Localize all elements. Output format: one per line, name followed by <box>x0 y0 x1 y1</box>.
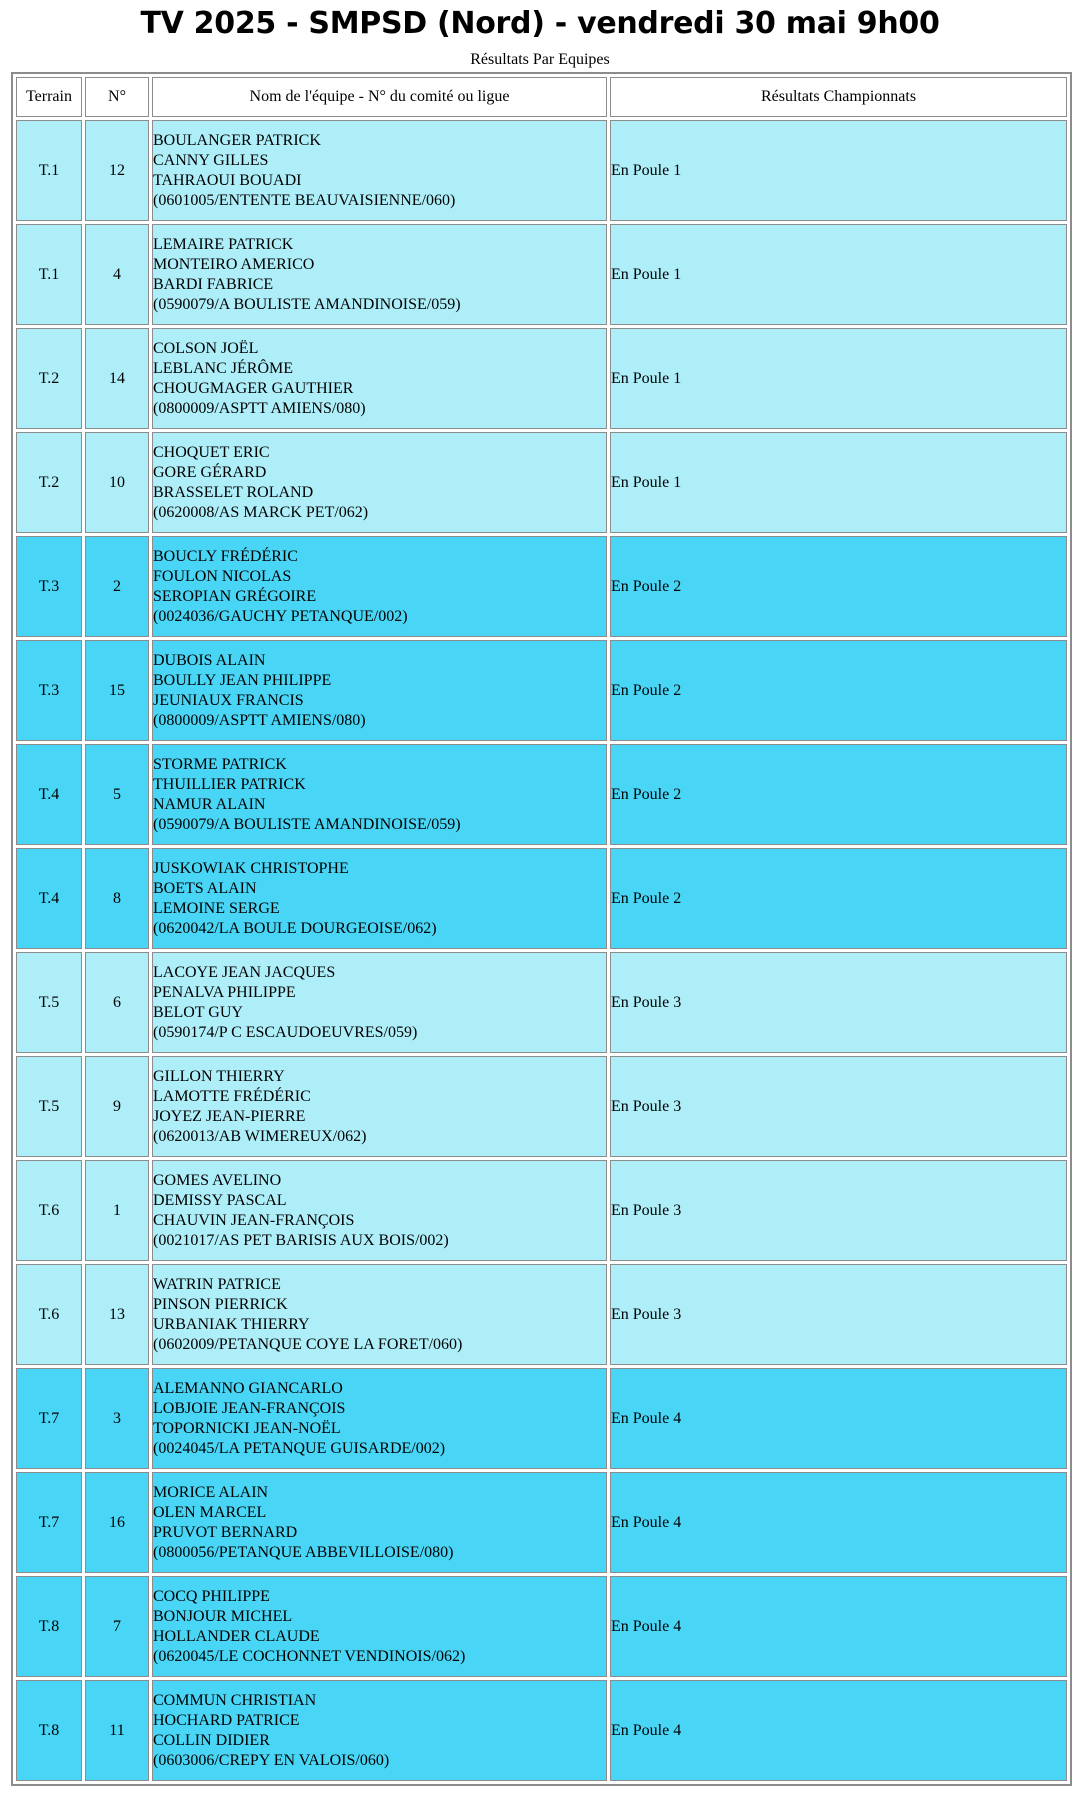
table-row <box>16 120 1067 221</box>
terrain-cell: T.2 <box>16 328 82 429</box>
player-name: LEMOINE SERGE <box>153 899 280 917</box>
team-cell <box>152 1576 607 1677</box>
player-name: CHAUVIN JEAN-FRANÇOIS <box>153 1211 355 1229</box>
team-number-cell: 14 <box>85 328 149 429</box>
player-name: HOCHARD PATRICE <box>153 1711 300 1729</box>
club-info: (0620045/LE COCHONNET VENDINOIS/062) <box>153 1647 466 1665</box>
terrain-cell: T.4 <box>16 744 82 845</box>
team-number-cell: 12 <box>85 120 149 221</box>
result-cell: En Poule 4 <box>610 1472 1067 1573</box>
result-cell: En Poule 3 <box>610 1160 1067 1261</box>
player-name: STORME PATRICK <box>153 755 287 773</box>
results-table <box>11 72 1072 1786</box>
player-name: BRASSELET ROLAND <box>153 483 314 501</box>
player-name: TOPORNICKI JEAN-NOËL <box>153 1419 341 1437</box>
team-cell <box>152 1056 607 1157</box>
result-cell: En Poule 2 <box>610 848 1067 949</box>
player-name: LACOYE JEAN JACQUES <box>153 963 336 981</box>
player-name: DUBOIS ALAIN <box>153 651 266 669</box>
team-cell <box>152 1680 607 1781</box>
result-cell: En Poule 1 <box>610 224 1067 325</box>
player-name: ALEMANNO GIANCARLO <box>153 1379 343 1397</box>
team-cell <box>152 1160 607 1261</box>
terrain-cell: T.1 <box>16 120 82 221</box>
player-name: CHOUGMAGER GAUTHIER <box>153 379 354 397</box>
table-row <box>16 1472 1067 1573</box>
team-number-cell: 13 <box>85 1264 149 1365</box>
team-number-cell: 16 <box>85 1472 149 1573</box>
club-info: (0800009/ASPTT AMIENS/080) <box>153 399 366 417</box>
team-number-cell: 9 <box>85 1056 149 1157</box>
player-name: SEROPIAN GRÉGOIRE <box>153 587 317 605</box>
terrain-cell: T.5 <box>16 1056 82 1157</box>
result-cell: En Poule 4 <box>610 1680 1067 1781</box>
player-name: URBANIAK THIERRY <box>153 1315 310 1333</box>
team-cell <box>152 120 607 221</box>
player-name: PRUVOT BERNARD <box>153 1523 298 1541</box>
team-cell <box>152 328 607 429</box>
table-row <box>16 1680 1067 1781</box>
club-info: (0620008/AS MARCK PET/062) <box>153 503 369 521</box>
player-name: BOULANGER PATRICK <box>153 131 321 149</box>
terrain-cell: T.7 <box>16 1368 82 1469</box>
player-name: FOULON NICOLAS <box>153 567 292 585</box>
terrain-cell: T.3 <box>16 536 82 637</box>
column-header-numero: N° <box>85 77 149 117</box>
table-row <box>16 744 1067 845</box>
player-name: HOLLANDER CLAUDE <box>153 1627 320 1645</box>
player-name: LOBJOIE JEAN-FRANÇOIS <box>153 1399 346 1417</box>
table-row <box>16 328 1067 429</box>
player-name: BELOT GUY <box>153 1003 243 1021</box>
team-number-cell: 4 <box>85 224 149 325</box>
table-row <box>16 640 1067 741</box>
terrain-cell: T.6 <box>16 1264 82 1365</box>
table-row <box>16 1368 1067 1469</box>
team-cell <box>152 640 607 741</box>
results-table-body <box>16 120 1067 1781</box>
team-number-cell: 2 <box>85 536 149 637</box>
player-name: BONJOUR MICHEL <box>153 1607 293 1625</box>
player-name: THUILLIER PATRICK <box>153 775 306 793</box>
club-info: (0590174/P C ESCAUDOEUVRES/059) <box>153 1023 418 1041</box>
team-number-cell: 7 <box>85 1576 149 1677</box>
team-cell <box>152 744 607 845</box>
column-header-resultats: Résultats Championnats <box>610 77 1067 117</box>
result-cell: En Poule 3 <box>610 952 1067 1053</box>
table-row <box>16 1576 1067 1677</box>
table-row <box>16 848 1067 949</box>
player-name: BOETS ALAIN <box>153 879 257 897</box>
team-cell <box>152 952 607 1053</box>
club-info: (0800056/PETANQUE ABBEVILLOISE/080) <box>153 1543 454 1561</box>
player-name: COLLIN DIDIER <box>153 1731 270 1749</box>
page-title: TV 2025 - SMPSD (Nord) - vendredi 30 mai 9h00 <box>140 6 940 41</box>
player-name: BOUCLY FRÉDÉRIC <box>153 547 298 565</box>
terrain-cell: T.2 <box>16 432 82 533</box>
page-subtitle: Résultats Par Equipes <box>470 51 610 68</box>
club-info: (0603006/CREPY EN VALOIS/060) <box>153 1751 390 1769</box>
terrain-cell: T.8 <box>16 1680 82 1781</box>
player-name: GOMES AVELINO <box>153 1171 282 1189</box>
result-cell: En Poule 3 <box>610 1056 1067 1157</box>
club-info: (0620013/AB WIMEREUX/062) <box>153 1127 367 1145</box>
player-name: DEMISSY PASCAL <box>153 1191 287 1209</box>
team-number-cell: 10 <box>85 432 149 533</box>
team-cell <box>152 1264 607 1365</box>
team-cell <box>152 432 607 533</box>
club-info: (0800009/ASPTT AMIENS/080) <box>153 711 366 729</box>
team-cell <box>152 1472 607 1573</box>
player-name: PINSON PIERRICK <box>153 1295 288 1313</box>
result-cell: En Poule 1 <box>610 328 1067 429</box>
terrain-cell: T.5 <box>16 952 82 1053</box>
terrain-cell: T.1 <box>16 224 82 325</box>
table-row <box>16 536 1067 637</box>
player-name: OLEN MARCEL <box>153 1503 267 1521</box>
result-cell: En Poule 1 <box>610 120 1067 221</box>
club-info: (0601005/ENTENTE BEAUVAISIENNE/060) <box>153 191 456 209</box>
player-name: GORE GÉRARD <box>153 463 267 481</box>
team-number-cell: 6 <box>85 952 149 1053</box>
table-row <box>16 1264 1067 1365</box>
terrain-cell: T.4 <box>16 848 82 949</box>
player-name: JOYEZ JEAN-PIERRE <box>153 1107 306 1125</box>
club-info: (0024036/GAUCHY PETANQUE/002) <box>153 607 408 625</box>
result-cell: En Poule 1 <box>610 432 1067 533</box>
team-cell <box>152 1368 607 1469</box>
team-cell <box>152 536 607 637</box>
team-number-cell: 3 <box>85 1368 149 1469</box>
result-cell: En Poule 2 <box>610 744 1067 845</box>
player-name: PENALVA PHILIPPE <box>153 983 296 1001</box>
table-row <box>16 432 1067 533</box>
team-number-cell: 5 <box>85 744 149 845</box>
club-info: (0021017/AS PET BARISIS AUX BOIS/002) <box>153 1231 449 1249</box>
team-cell <box>152 224 607 325</box>
column-header-equipe: Nom de l'équipe - N° du comité ou ligue <box>152 77 607 117</box>
result-cell: En Poule 4 <box>610 1368 1067 1469</box>
terrain-cell: T.6 <box>16 1160 82 1261</box>
result-cell: En Poule 3 <box>610 1264 1067 1365</box>
player-name: JUSKOWIAK CHRISTOPHE <box>153 859 349 877</box>
player-name: CHOQUET ERIC <box>153 443 270 461</box>
player-name: NAMUR ALAIN <box>153 795 266 813</box>
player-name: COCQ PHILIPPE <box>153 1587 270 1605</box>
team-number-cell: 11 <box>85 1680 149 1781</box>
player-name: LEMAIRE PATRICK <box>153 235 294 253</box>
result-cell: En Poule 2 <box>610 640 1067 741</box>
table-header-row <box>16 77 1067 117</box>
club-info: (0620042/LA BOULE DOURGEOISE/062) <box>153 919 437 937</box>
player-name: BARDI FABRICE <box>153 275 274 293</box>
column-header-terrain: Terrain <box>16 77 82 117</box>
team-number-cell: 8 <box>85 848 149 949</box>
player-name: COMMUN CHRISTIAN <box>153 1691 317 1709</box>
team-cell <box>152 848 607 949</box>
team-number-cell: 1 <box>85 1160 149 1261</box>
team-number-cell: 15 <box>85 640 149 741</box>
player-name: WATRIN PATRICE <box>153 1275 281 1293</box>
player-name: MONTEIRO AMERICO <box>153 255 315 273</box>
terrain-cell: T.8 <box>16 1576 82 1677</box>
table-row <box>16 224 1067 325</box>
table-row <box>16 952 1067 1053</box>
result-cell: En Poule 2 <box>610 536 1067 637</box>
terrain-cell: T.7 <box>16 1472 82 1573</box>
club-info: (0590079/A BOULISTE AMANDINOISE/059) <box>153 295 461 313</box>
club-info: (0602009/PETANQUE COYE LA FORET/060) <box>153 1335 463 1353</box>
player-name: COLSON JOËL <box>153 339 259 357</box>
club-info: (0024045/LA PETANQUE GUISARDE/002) <box>153 1439 446 1457</box>
table-row <box>16 1056 1067 1157</box>
terrain-cell: T.3 <box>16 640 82 741</box>
player-name: LEBLANC JÉRÔME <box>153 359 293 377</box>
player-name: BOULLY JEAN PHILIPPE <box>153 671 332 689</box>
player-name: JEUNIAUX FRANCIS <box>153 691 304 709</box>
table-row <box>16 1160 1067 1261</box>
result-cell: En Poule 4 <box>610 1576 1067 1677</box>
player-name: TAHRAOUI BOUADI <box>153 171 302 189</box>
player-name: LAMOTTE FRÉDÉRIC <box>153 1087 311 1105</box>
player-name: GILLON THIERRY <box>153 1067 285 1085</box>
club-info: (0590079/A BOULISTE AMANDINOISE/059) <box>153 815 461 833</box>
player-name: MORICE ALAIN <box>153 1483 269 1501</box>
player-name: CANNY GILLES <box>153 151 269 169</box>
